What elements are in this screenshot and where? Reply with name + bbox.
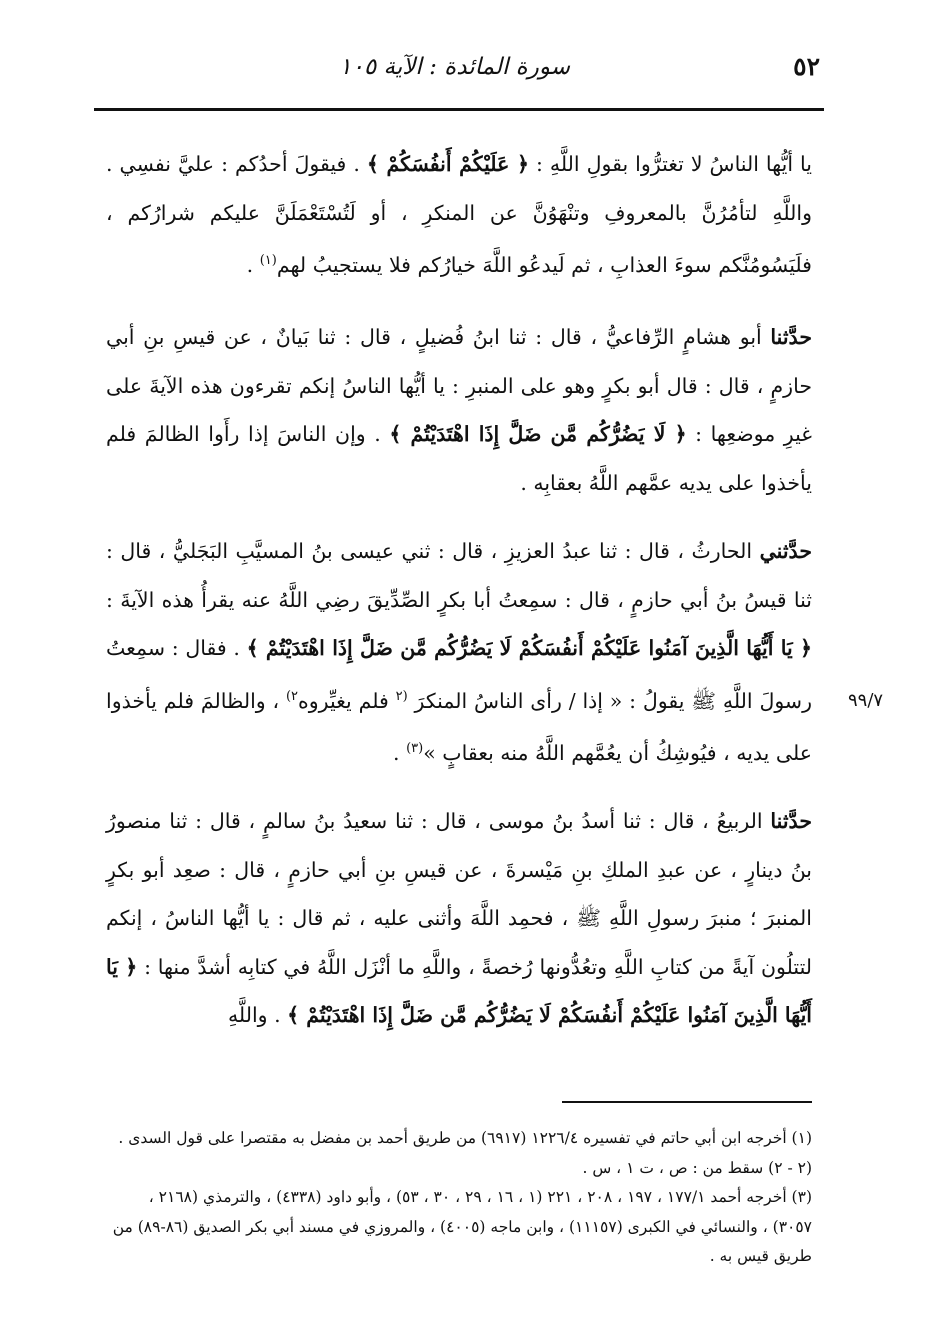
header-rule: [94, 108, 824, 111]
text-segment: .: [246, 252, 260, 277]
footnote-marker: (١): [259, 253, 277, 268]
footnote-rule: [562, 1101, 812, 1103]
paragraph: [106, 527, 812, 777]
narration-lead: حدَّثني: [759, 539, 812, 564]
footnote-marker: (٢: [395, 688, 408, 704]
page-number: ٥٢: [793, 52, 820, 81]
footnote-1: (١) أخرجه ابن أبي حاتم في تفسيره ١٢٢٦/٤ (٦٩١٧) من طريق أحمد بن مفضل به مقتصرا على قول السدى .: [118, 1129, 812, 1147]
text-segment: الحارثُ ، قال : ثنا عبدُ العزيزِ ، قال : ثني عيسى بنُ المسيَّبِ البَجَليُّ ، قال : ثنا قيسُ بنُ أبي حازمٍ ، قال : سمِعتُ أبا بكرٍ الصِّدِّيقَ رضِي اللَّهُ عنه يقرأُ هذه الآيةَ :: [106, 539, 812, 612]
text-segment: يا أيُّها الناسُ لا تغترُّوا بقولِ اللَّهِ :: [528, 152, 812, 176]
footnote-2: (٢ - ٢) سقط من : ص ، ت ١ ، س .: [582, 1158, 812, 1177]
text-segment: . فقال : سمِعتُ رسولَ اللَّهِ ﷺ يقولُ : « إذا / رأى الناسُ المنكرَ: [106, 636, 813, 713]
paragraph: [106, 313, 812, 507]
footnote-marker: (٣): [406, 741, 424, 757]
quran-verse: ﴿ عَلَيْكُمْ أَنفُسَكُمْ ﴾: [366, 152, 529, 176]
paragraph: [106, 140, 812, 289]
quran-verse: ﴿ لَا يَضُرُّكُم مَّن ضَلَّ إِذَا اهْتَدَيْتُمْ ﴾: [389, 422, 687, 447]
text-segment: . واللَّهِ: [227, 1003, 288, 1028]
running-title: سورة المائدة : الآية ١٠٥: [339, 54, 570, 80]
page-header: [100, 48, 820, 94]
paragraph: [106, 797, 812, 1040]
text-segment: الربيعُ ، قال : ثنا أسدُ بنُ موسى ، قال : ثنا سعيدُ بنُ سالمٍ ، قال : ثنا منصورُ بنُ دينارٍ ، عن عبدِ الملكِ بنِ مَيْسرةَ ، عن قيسِ بنِ أبي حازمٍ ، قال : صعِد أبو بكرٍ المنبرَ ؛ منبرَ رسولِ اللَّهِ ﷺ ، فحمِد اللَّهَ وأثنى عليه ، ثم قال : يا أيُّها الناسُ ، إنكم لتتلُون آيةً من كتابِ اللَّهِ وتعُدُّونها رُخصةً ، واللَّهِ ما أنْزَل اللَّهُ في كتابِه أشدَّ منها :: [106, 809, 812, 979]
text-segment: .: [393, 740, 407, 765]
text-segment: أبو هشامٍ الرِّفاعيُّ ، قال : ثنا ابنُ فُضيلٍ ، قال : ثنا بَيانٌ ، عن قيسِ بنِ أبي حازمٍ ، قال : قال أبو بكرٍ وهو على المنبرِ : يا أيُّها الناسُ إنكم تقرءون هذه الآيةَ على غيرِ موضعِها :: [106, 325, 812, 447]
text-segment: فلم يغيِّروه: [298, 688, 396, 713]
margin-reference: ٩٩/٧: [848, 690, 884, 711]
narration-lead: حدَّثنا: [770, 325, 812, 350]
narration-lead: حدَّثنا: [770, 809, 812, 834]
quran-verse: ﴿ يَا أَيُّهَا الَّذِينَ آمَنُوا عَلَيْكُمْ أَنفُسَكُمْ لَا يَضُرُّكُم مَّن ضَلَّ إِذَا اهْتَدَيْتُمْ ﴾: [246, 636, 812, 661]
text-segment: . وإن الناسَ إذا رأَوا الظالمَ فلم يأخذوا على يديه عمَّهم اللَّهُ بعقابِه .: [106, 422, 812, 495]
body-text: [106, 140, 812, 1060]
footnote-3: (٣) أخرجه أحمد ١٧٧/١ ، ١٩٧ ، ٢٠٨ ، ٢٢١ (١ ، ١٦ ، ٢٩ ، ٣٠ ، ٥٣) ، وأبو داود (٤٣٣٨) ، والترمذي (٢١٦٨ ، ٣٠٥٧) ، والنسائي في الكبرى (١١١٥٧) ، وابن ماجه (٤٠٠٥) ، والمروزي في مسند أبي بكر الصديق (٨٦-٨٩) من طريق قيس به .: [112, 1188, 812, 1265]
quran-verse: ﴿ يَا أَيُّهَا الَّذِينَ آمَنُوا عَلَيْكُمْ أَنفُسَكُمْ لَا يَضُرُّكُم مَّن ضَلَّ إِذَا اهْتَدَيْتُمْ ﴾: [106, 954, 812, 1028]
text-segment: . فيقولَ أحدُكم : عليَّ نفسِي . واللَّهِ لتأمُرُنَّ بالمعروفِ وتنْهَوُنَّ عن المنكرِ ، أو لَتُسْتَعْمَلَنَّ عليكم شرارُكم ، فلَيَسُومُنَّكم سوءَ العذابِ ، ثم لَيدعُو اللَّهَ خيارُكم فلا يستجيبُ لهم: [106, 152, 812, 277]
footnotes: [110, 1124, 812, 1272]
text-segment: ، والظالمَ فلم يأخذوا على يديه ، فيُوشِكُ أن يعُمَّهم اللَّهُ منه بعقابٍ »: [106, 688, 812, 765]
footnote-marker: ٢): [285, 688, 299, 704]
